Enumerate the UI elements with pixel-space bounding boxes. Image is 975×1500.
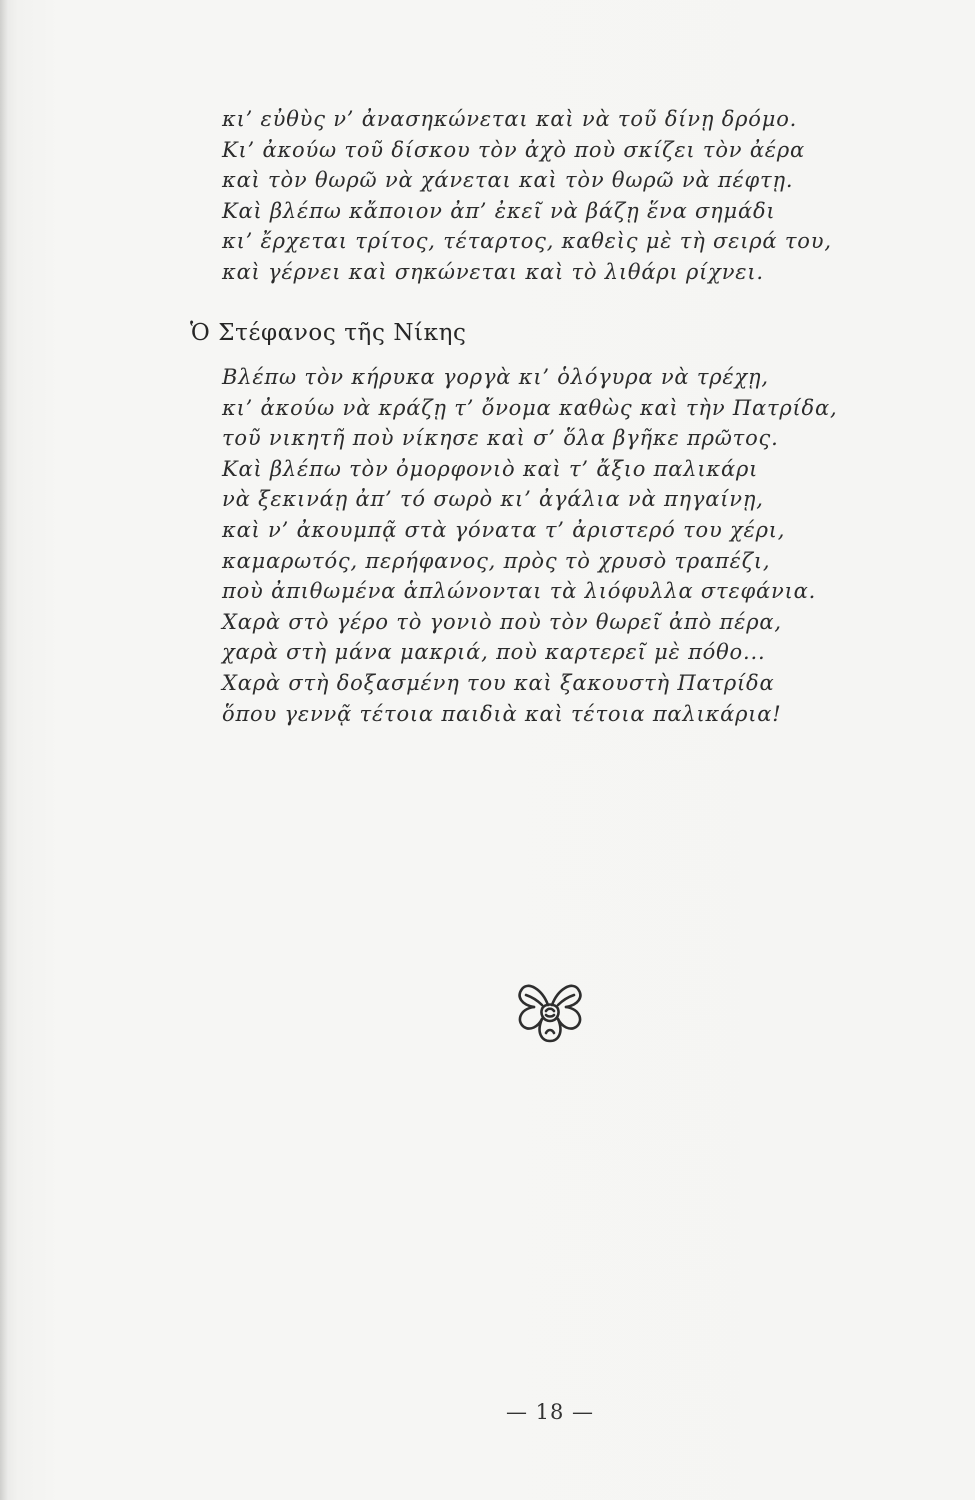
page-binding-edge xyxy=(0,0,8,1500)
poem-line: ὅπου γεννᾷ τέτοια παιδιὰ καὶ τέτοια παλικάρια! xyxy=(222,701,782,726)
poem-line: Βλέπω τὸν κήρυκα γοργὰ κι’ ὁλόγυρα νὰ τρέχῃ, xyxy=(222,365,769,389)
poem-line: καμαρωτός, περήφανος, πρὸς τὸ χρυσὸ τραπέζι, xyxy=(222,548,771,573)
section-heading: Ὁ Στέφανος τῆς Νίκης xyxy=(190,320,467,346)
poem-stanza-1 xyxy=(222,104,862,288)
poem-line: χαρὰ στὴ μάνα μακριά, ποὺ καρτερεῖ μὲ πόθο... xyxy=(222,640,766,665)
page-number: — 18 — xyxy=(505,1400,595,1424)
poem-line: ποὺ ἀπιθωμένα ἁπλώνονται τὰ λιόφυλλα στεφάνια. xyxy=(222,579,817,604)
poem-line: νὰ ξεκινάῃ ἀπ’ τό σωρὸ κι’ ἀγάλια νὰ πηγαίνῃ, xyxy=(222,487,764,512)
poem-line: Κι’ ἀκούω τοῦ δίσκου τὸν ἀχὸ ποὺ σκίζει τὸν ἀέρα xyxy=(222,137,805,162)
poem-line: καὶ γέρνει καὶ σηκώνεται καὶ τὸ λιθάρι ρίχνει. xyxy=(222,259,764,284)
poem-line: Χαρὰ στὸ γέρο τὸ γονιὸ ποὺ τὸν θωρεῖ ἀπὸ πέρα, xyxy=(222,609,782,634)
poem-stanza-2 xyxy=(222,362,862,729)
flower-ornament-icon xyxy=(512,975,588,1045)
poem-line: καὶ τὸν θωρῶ νὰ χάνεται καὶ τὸν θωρῶ νὰ πέφτῃ. xyxy=(222,168,794,193)
poem-line: τοῦ νικητῆ ποὺ νίκησε καὶ σ’ ὅλα βγῆκε πρῶτος. xyxy=(222,426,779,451)
poem-line: Καὶ βλέπω κἄποιον ἀπ’ ἐκεῖ νὰ βάζῃ ἕνα σημάδι xyxy=(222,198,776,223)
poem-line: κι’ ἀκούω νὰ κράζῃ τ’ ὄνομα καθὼς καὶ τὴν Πατρίδα, xyxy=(222,395,838,420)
poem-line: καὶ ν’ ἀκουμπᾷ στὰ γόνατα τ’ ἀριστερό του χέρι, xyxy=(222,517,786,542)
poem-line: κι’ εὐθὺς ν’ ἀνασηκώνεται καὶ νὰ τοῦ δίνῃ δρόμο. xyxy=(222,107,798,131)
poem-line: κι’ ἔρχεται τρίτος, τέταρτος, καθεὶς μὲ τὴ σειρά του, xyxy=(222,229,832,254)
poem-line: Καὶ βλέπω τὸν ὀμορφονιὸ καὶ τ’ ἄξιο παλικάρι xyxy=(222,456,759,481)
poem-line: Χαρὰ στὴ δοξασμένη του καὶ ξακουστὴ Πατρίδα xyxy=(222,670,775,695)
